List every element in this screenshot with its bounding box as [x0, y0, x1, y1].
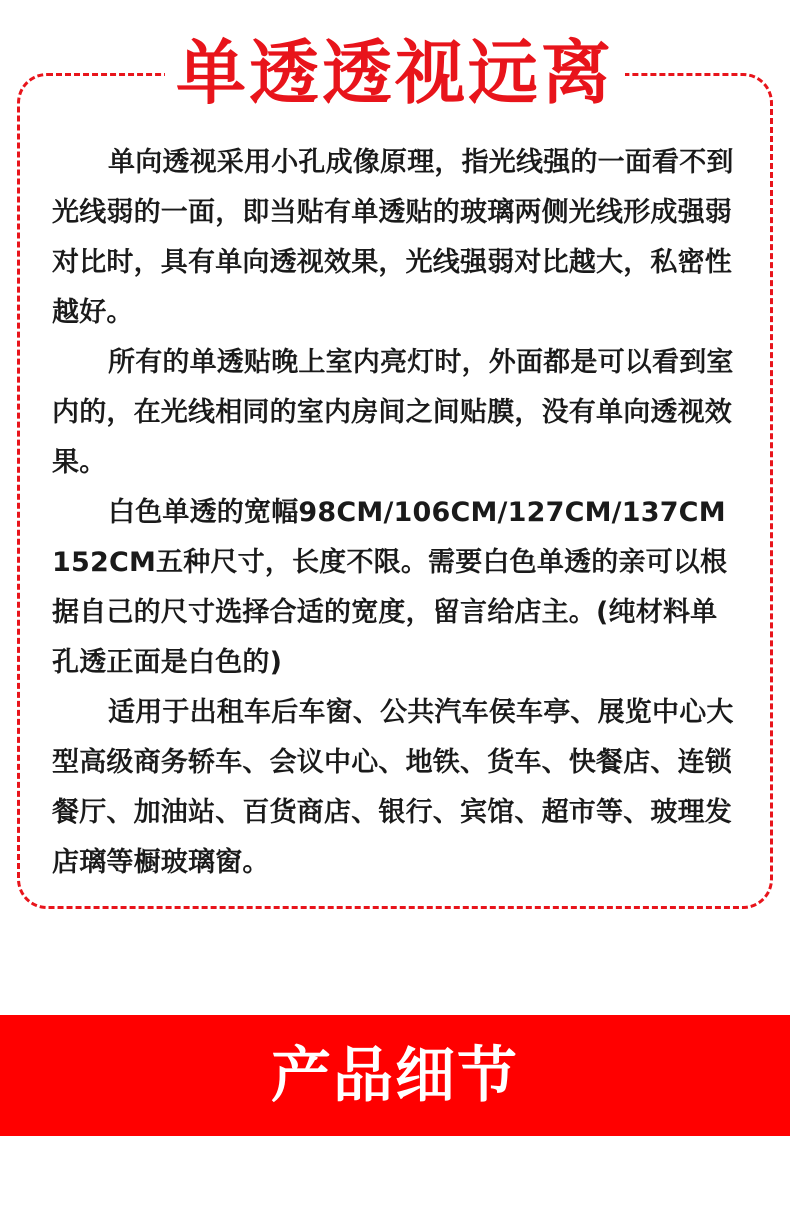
paragraph-sizes: 白色单透的宽幅98CM/106CM/127CM/137CM 152CM五种尺寸，长度不限。需要白色单透的亲可以根据自己的尺寸选择合适的宽度，留言给店主。(纯材料单孔透正面是白色的) — [52, 497, 728, 678]
body-text — [52, 138, 742, 888]
section-banner — [0, 1015, 790, 1136]
banner-title: 产品细节 — [271, 1040, 519, 1111]
paragraph-principle: 单向透视采用小孔成像原理，指光线强的一面看不到光线弱的一面，即当贴有单透贴的玻璃两侧光线形成强弱对比时，具有单向透视效果，光线强弱对比越大，私密性越好。 — [52, 147, 734, 328]
paragraph-applications: 适用于出租车后车窗、公共汽车侯车亭、展览中心大型高级商务轿车、会议中心、地铁、货车、快餐店、连锁餐厅、加油站、百货商店、银行、宾馆、超市等、玻理发店璃等橱玻璃窗。 — [52, 697, 734, 878]
title-wrap — [165, 28, 625, 118]
main-title: 单透透视远离 — [176, 32, 614, 114]
paragraph-night-notice: 所有的单透贴晚上室内亮灯时，外面都是可以看到室内的，在光线相同的室内房间之间贴膜，没有单向透视效果。 — [52, 347, 734, 478]
